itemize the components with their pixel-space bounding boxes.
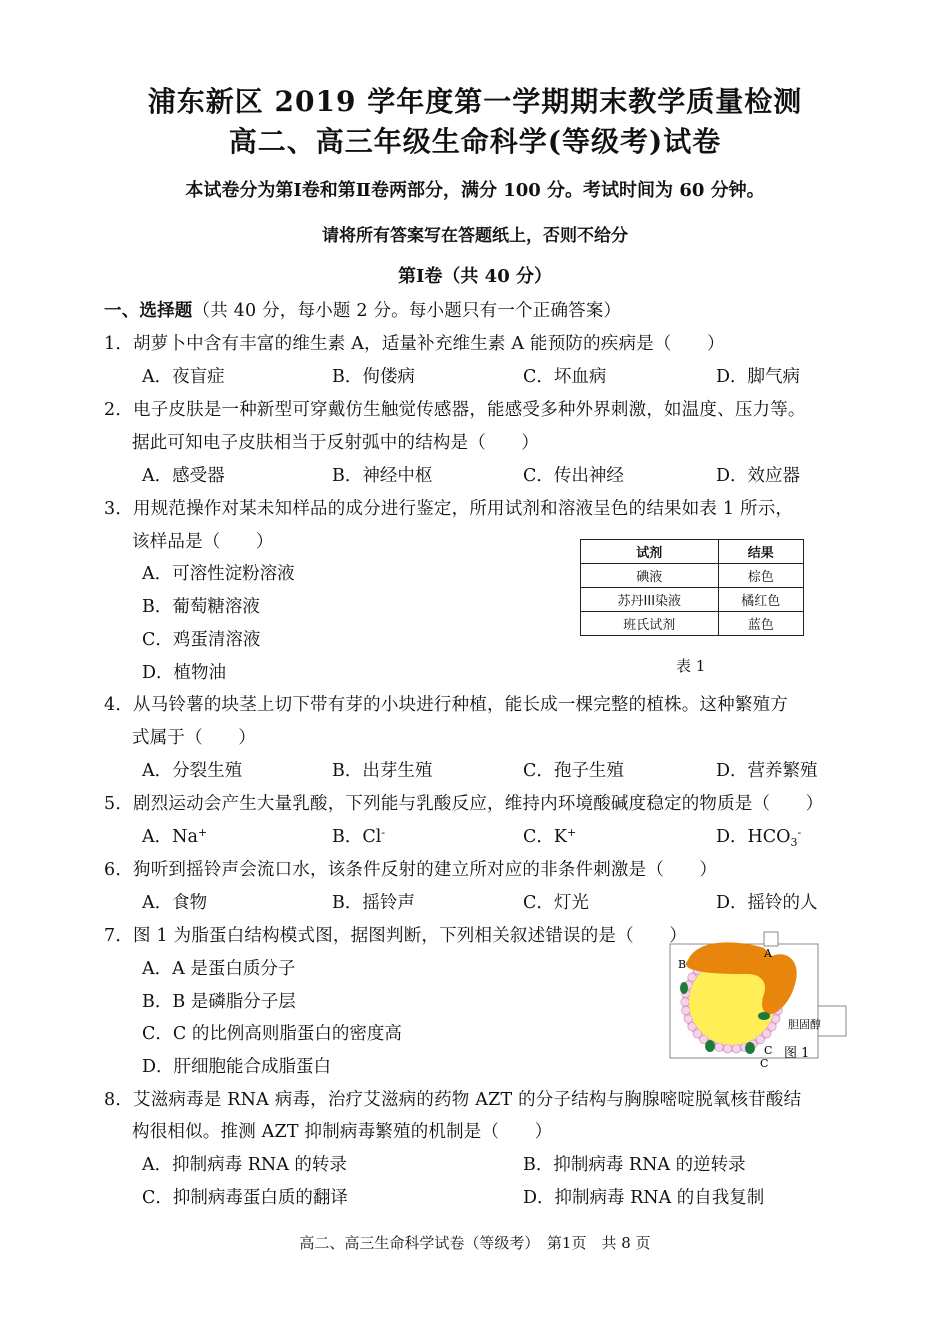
section-title: 第Ⅰ卷（共 40 分） [397, 266, 552, 287]
exam-title-line1: 浦东新区 2019 学年度第一学期期末教学质量检测 [147, 85, 803, 118]
q3-option-c: C．鸡蛋清溶液 [142, 630, 261, 650]
q8-option-b: B．抑制病毒 RNA 的逆转录 [523, 1155, 746, 1175]
reagent-table [580, 539, 804, 636]
table-header-row [581, 540, 804, 564]
table-header-cell: 试剂 [581, 540, 719, 564]
table-cell: 碘液 [581, 564, 719, 588]
phospholipid-head [724, 1045, 732, 1053]
q5-option-b-text: B．Cl [332, 827, 382, 847]
phospholipid-head [682, 1006, 690, 1014]
q8-option-d: D．抑制病毒 RNA 的自我复制 [523, 1188, 765, 1208]
exam-notice: 请将所有答案写在答题纸上，否则不给分 [322, 226, 628, 246]
part-heading [104, 297, 621, 322]
q5-option-b [332, 823, 385, 848]
q1-option-c: C．坏血病 [523, 367, 607, 387]
q6-option-d: D．摇铃的人 [716, 893, 818, 913]
q2-option-c: C．传出神经 [523, 466, 624, 486]
label-box [818, 1006, 846, 1036]
phospholipid-head [772, 1015, 780, 1023]
q8-option-c: C．抑制病毒蛋白质的翻译 [142, 1188, 348, 1208]
q8-stem-line2: 构很相似。推测 AZT 抑制病毒繁殖的机制是（ ） [132, 1122, 553, 1142]
q2-option-d: D．效应器 [716, 466, 801, 486]
q1-option-b: B．佝偻病 [332, 367, 415, 387]
figure-label-b: B [678, 958, 687, 971]
table-row [581, 588, 804, 612]
q4-option-c: C．孢子生殖 [523, 761, 624, 781]
figure-caption: 图 1 [784, 1046, 810, 1061]
q5-option-a-charge: + [197, 826, 208, 839]
q5-option-c-charge: + [566, 826, 577, 839]
phospholipid-head [681, 998, 689, 1006]
q3-stem-line1: 3．用规范操作对某未知样品的成分进行鉴定，所用试剂和溶液呈色的结果如表 1 所示， [104, 499, 794, 519]
q4-stem-line1: 4．从马铃薯的块茎上切下带有芽的小块进行种植，能长成一棵完整的植株。这种繁殖方 [104, 695, 788, 715]
table-caption: 表 1 [676, 657, 706, 675]
q3-option-b: B．葡萄糖溶液 [142, 597, 260, 617]
q7-option-a: A．A 是蛋白质分子 [142, 959, 296, 979]
q7-stem: 7．图 1 为脂蛋白结构模式图，据图判断，下列相关叙述错误的是（ ） [104, 926, 687, 946]
figure-label-c: C [764, 1044, 773, 1057]
table-cell: 苏丹III染液 [581, 588, 719, 612]
cholesterol-molecule [705, 1040, 715, 1052]
label-box [764, 932, 778, 946]
phospholipid-head [715, 1043, 723, 1051]
q5-stem: 5．剧烈运动会产生大量乳酸，下列能与乳酸反应，维持内环境酸碱度稳定的物质是（ ） [104, 794, 824, 814]
q6-option-a: A．食物 [142, 893, 208, 913]
cholesterol-molecule [758, 1012, 770, 1020]
q3-stem-line2: 该样品是（ ） [132, 532, 274, 552]
q3-option-d: D．植物油 [142, 663, 227, 683]
q5-option-b-charge: - [381, 826, 386, 839]
cholesterol-molecule [680, 982, 688, 994]
q6-option-b: B．摇铃声 [332, 893, 415, 913]
table-cell: 班氏试剂 [581, 612, 719, 636]
figure-label-cholesterol: 胆固醇 [788, 1018, 821, 1031]
q7-option-d: D．肝细胞能合成脂蛋白 [142, 1057, 332, 1077]
q5-option-c [523, 823, 576, 848]
q5-option-a-text: A．Na [142, 827, 198, 847]
phospholipid-head [732, 1045, 740, 1053]
q2-stem-line1: 2．电子皮肤是一种新型可穿戴仿生触觉传感器，能感受多种外界刺激，如温度、压力等。 [104, 400, 806, 420]
q8-stem-line1: 8．艾滋病毒是 RNA 病毒，治疗艾滋病的药物 AZT 的分子结构与胸腺嘧啶脱氧核苷酸结 [104, 1090, 802, 1110]
q5-option-d [716, 823, 801, 849]
page-footer: 高二、高三生命科学试卷（等级考） 第1页 共 8 页 [299, 1234, 651, 1252]
table-row [581, 564, 804, 588]
q5-option-d-charge: - [797, 826, 802, 839]
q4-option-b: B．出芽生殖 [332, 761, 433, 781]
figure-label-a: A [764, 947, 772, 960]
q5-option-c-text: C．K [523, 827, 567, 847]
exam-intro: 本试卷分为第Ⅰ卷和第Ⅱ卷两部分，满分 100 分。考试时间为 60 分钟。 [185, 180, 765, 201]
q6-option-c: C．灯光 [523, 893, 589, 913]
q2-option-a: A．感受器 [142, 466, 225, 486]
q4-option-a: A．分裂生殖 [142, 761, 243, 781]
q4-option-d: D．营养繁殖 [716, 761, 818, 781]
q5-option-d-subscript: 3 [790, 836, 798, 849]
q1-option-d: D．脚气病 [716, 367, 801, 387]
q7-option-b: B．B 是磷脂分子层 [142, 992, 296, 1012]
table-row [581, 612, 804, 636]
q3-option-a: A．可溶性淀粉溶液 [142, 564, 295, 584]
part-note: （共 40 分，每小题 2 分。每小题只有一个正确答案） [192, 301, 622, 321]
q7-option-c: C．C 的比例高则脂蛋白的密度高 [142, 1024, 402, 1044]
table-cell: 橘红色 [718, 588, 803, 612]
table-cell: 棕色 [718, 564, 803, 588]
figure-label-c-second: C [760, 1057, 769, 1070]
q4-stem-line2: 式属于（ ） [132, 728, 256, 748]
table-header-cell: 结果 [718, 540, 803, 564]
q1-option-a: A．夜盲症 [142, 367, 225, 387]
table-cell: 蓝色 [718, 612, 803, 636]
q1-stem: 1．胡萝卜中含有丰富的维生素 A，适量补充维生素 A 能预防的疾病是（ ） [104, 334, 725, 354]
exam-title-line2: 高二、高三年级生命科学(等级考)试卷 [228, 125, 722, 158]
q6-stem: 6．狗听到摇铃声会流口水，该条件反射的建立所对应的非条件刺激是（ ） [104, 860, 718, 880]
part-label: 一、选择题 [104, 301, 193, 321]
q2-stem-line2: 据此可知电子皮肤相当于反射弧中的结构是（ ） [132, 433, 540, 453]
q8-option-a: A．抑制病毒 RNA 的转录 [142, 1155, 347, 1175]
q5-option-d-text: D．HCO [716, 827, 791, 847]
cholesterol-molecule [745, 1042, 755, 1054]
lipoprotein-figure [668, 930, 850, 1070]
phospholipid-head [684, 1015, 692, 1023]
q2-option-b: B．神经中枢 [332, 466, 433, 486]
q5-option-a [142, 823, 207, 848]
